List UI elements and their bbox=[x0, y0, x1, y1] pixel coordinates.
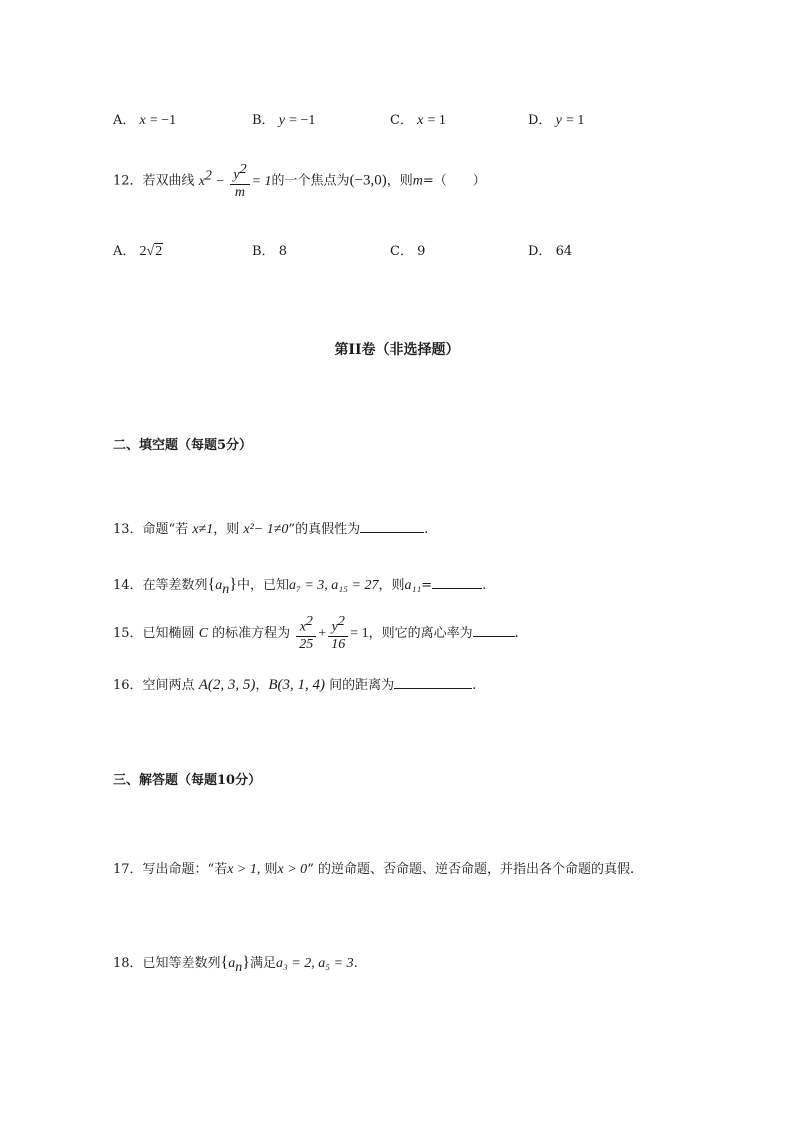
q12-option-d: D． 64 bbox=[528, 244, 573, 259]
q11-option-a: A． x = −1 bbox=[113, 113, 177, 128]
q12-text: 若双曲线 bbox=[142, 173, 195, 189]
question-14: 14．在等差数列$\{a_n\}$中，已知a₇ = 3, a₁₅ = 27，则a₁₁= . bbox=[113, 576, 487, 597]
question-12: 12．若双曲线 $x^2$ − $\frac{y^2}{m}$ = 1的一个焦点为(−3,0)，则m=（ ） bbox=[113, 162, 486, 200]
question-15: 15．已知椭圆 C 的标准方程为 $\frac{x^2}{25}$ + $\frac{y^2}{16}$ = 1，则它的离心率为 . bbox=[113, 614, 519, 652]
part2-title: 第II卷（非选择题） bbox=[334, 342, 460, 358]
q11-option-d: D． y = 1 bbox=[528, 113, 585, 128]
q12-formula: $x^2$ − $\frac{y^2}{m}$ = 1 bbox=[198, 162, 272, 200]
section-solution-heading: 三、解答题（每题10分） bbox=[113, 773, 262, 788]
answer-blank[interactable] bbox=[432, 576, 482, 589]
question-13: 13．命题“若 x≠1，则 x²− 1≠0”的真假性为 . bbox=[113, 522, 429, 537]
question-17: 17．写出命题：“若x > 1, 则x > 0” 的逆命题、否命题、逆否命题，并指出各个命题的真假. bbox=[113, 862, 635, 877]
answer-blank[interactable] bbox=[394, 676, 472, 689]
q11-option-c: C． x = 1 bbox=[390, 113, 446, 128]
q12-number: 12． bbox=[113, 173, 143, 189]
question-18: 18．已知等差数列$\{a_n\}$满足a₃ = 2, a₅ = 3. bbox=[113, 954, 358, 975]
question-16: 16．空间两点 A(2, 3, 5)，B(3, 1, 4) 间的距离为 . bbox=[113, 677, 477, 693]
q12-option-c: C． 9 bbox=[390, 244, 426, 259]
q12-option-a: A． 2√2 bbox=[113, 244, 163, 259]
answer-blank[interactable] bbox=[360, 520, 424, 533]
answer-blank[interactable] bbox=[473, 624, 515, 637]
q12-option-b: B． 8 bbox=[252, 244, 287, 259]
q11-option-b: B． y = −1 bbox=[252, 113, 316, 128]
section-fill-blank-heading: 二、填空题（每题5分） bbox=[113, 438, 253, 453]
